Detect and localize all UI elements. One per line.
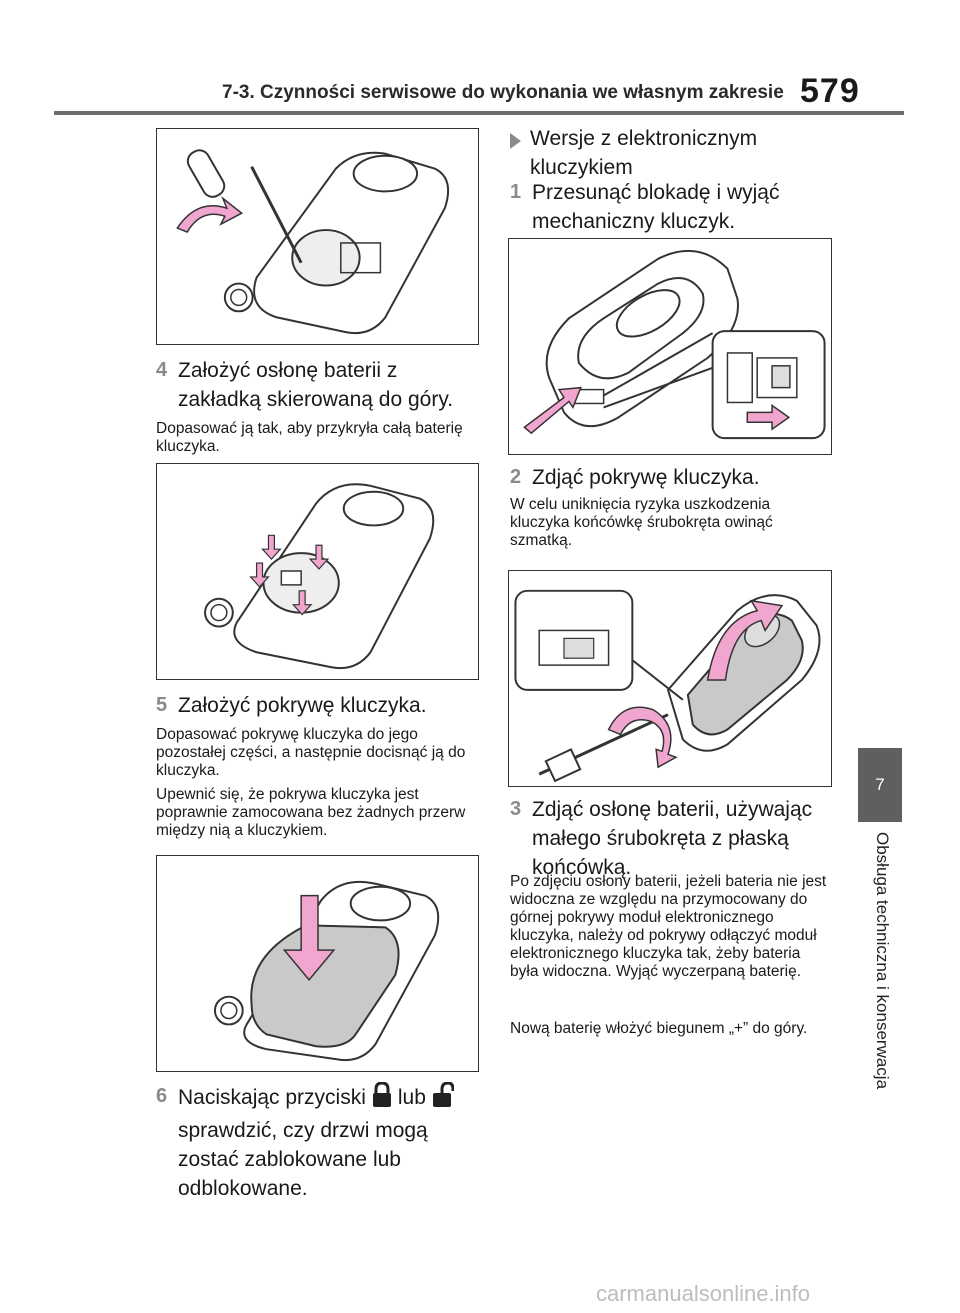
step-text-mid: lub xyxy=(397,1086,426,1109)
step-text: Zdjąć pokrywę kluczyka. xyxy=(532,466,760,489)
step-3 xyxy=(510,795,830,882)
step-text: Założyć pokrywę kluczyka. xyxy=(178,694,427,717)
step-3-note-2: Nową baterię włożyć biegunem „+” do góry. xyxy=(510,1020,808,1037)
figure-remove-battery xyxy=(156,128,479,345)
remove-cover-illustration xyxy=(509,571,831,786)
running-header: 7-3. Czynności serwisowe do wykonania we własnym zakresie xyxy=(222,82,784,103)
step-2 xyxy=(510,463,830,492)
step-text-before: Naciskając przyciski xyxy=(178,1086,366,1109)
key-battery-illustration xyxy=(157,129,478,344)
step-1 xyxy=(510,178,830,236)
figure-remove-key-cover xyxy=(508,570,832,787)
step-3-note-1: Po zdjęciu osłony baterii, jeżeli bateria nie jest widoczna ze względu na przymocowany do górnej pokrywy moduł elektronicznego kluczyka, należy od pokrywy odłączyć moduł elektronicznego kluczyka tak, żeby bateria była widoczna. Wyjąć wyczerpaną baterię. xyxy=(510,873,827,980)
step-6 xyxy=(156,1082,476,1203)
page-number: 579 xyxy=(800,72,860,110)
watermark: carmanualsonline.info xyxy=(596,1281,811,1306)
smart-key-lock-illustration xyxy=(509,239,831,454)
step-number: 3 xyxy=(510,798,522,820)
step-number: 5 xyxy=(156,694,168,716)
step-text: Założyć osłonę baterii z zakładką skierowaną do góry. xyxy=(178,359,454,411)
step-number: 4 xyxy=(156,359,168,381)
step-4-note: Dopasować ją tak, aby przykryła całą baterię kluczyka. xyxy=(156,420,463,455)
battery-cover-illustration xyxy=(157,464,478,679)
step-text: Przesunąć blokadę i wyjąć mechaniczny kluczyk. xyxy=(532,181,780,233)
key-cover-illustration xyxy=(157,856,478,1071)
step-text-after: sprawdzić, czy drzwi mogą zostać zablokowane lub odblokowane. xyxy=(178,1119,428,1200)
step-number: 6 xyxy=(156,1085,168,1107)
section-title: Wersje z elektronicznym kluczykiem xyxy=(530,127,758,179)
step-5-note-2: Upewnić się, że pokrywa kluczyka jest poprawnie zamocowana bez żadnych przerw między nią a kluczykiem. xyxy=(156,786,466,839)
lock-closed-icon xyxy=(372,1082,392,1116)
step-number: 1 xyxy=(510,181,522,203)
section-bullet-icon xyxy=(510,133,521,149)
lock-open-icon xyxy=(432,1082,454,1116)
chapter-tab[interactable]: 7 xyxy=(858,748,902,822)
step-text: Zdjąć osłonę baterii, używając małego śrubokręta z płaską końcówką. xyxy=(532,798,813,879)
step-number: 2 xyxy=(510,466,522,488)
figure-attach-key-cover xyxy=(156,855,479,1072)
header-divider xyxy=(54,111,904,115)
chapter-side-label: Obsługa techniczna i konserwacja xyxy=(873,832,892,1090)
step-5 xyxy=(156,691,486,720)
step-4 xyxy=(156,356,486,414)
step-5-note-1: Dopasować pokrywę kluczyka do jego pozostałej części, a następnie docisnąć ją do kluczyka. xyxy=(156,726,466,779)
figure-remove-mechanical-key xyxy=(508,238,832,455)
figure-install-battery-cover xyxy=(156,463,479,680)
step-2-note: W celu uniknięcia ryzyka uszkodzenia kluczyka końcówkę śrubokręta owinąć szmatką. xyxy=(510,496,773,549)
